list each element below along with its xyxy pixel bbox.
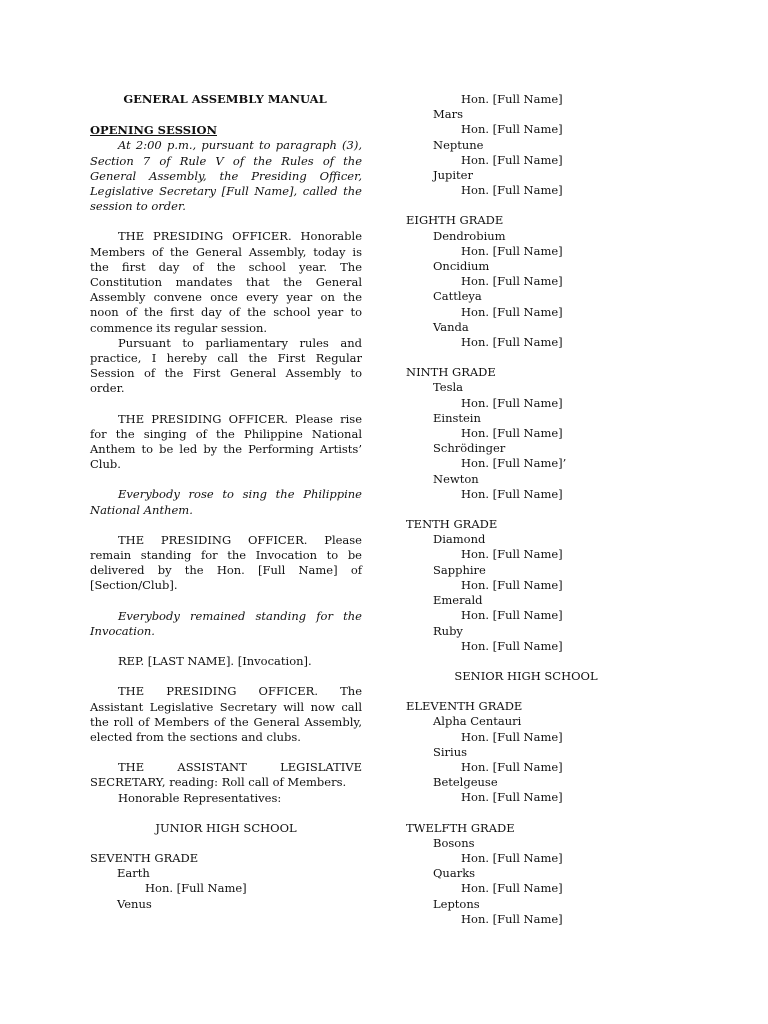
right-column xyxy=(406,92,646,927)
ninth-grade-heading: NINTH GRADE xyxy=(406,365,496,380)
section-venus: Venus xyxy=(117,896,152,911)
twelfth-grade-heading: TWELFTH GRADE xyxy=(406,820,515,835)
einstein-representative: Hon. [Full Name] xyxy=(461,426,563,441)
call-to-order-paragraph: Pursuant to parliamentary rules and practice, I hereby call the First Regular Session of the First General Assembly to order. xyxy=(90,335,362,396)
seventh-grade-heading: SEVENTH GRADE xyxy=(90,850,199,865)
sirius-representative: Hon. [Full Name] xyxy=(461,759,563,774)
cattleya-representative: Hon. [Full Name] xyxy=(461,304,563,319)
section-newton: Newton xyxy=(433,471,479,486)
mars-representative: Hon. [Full Name] xyxy=(461,122,563,137)
eighth-grade-heading: EIGHTH GRADE xyxy=(406,213,504,228)
anthem-paragraph: THE PRESIDING OFFICER. Please rise for the singing of the Philippine National Anthem to be led by the Performing Artists’ Club. xyxy=(90,411,362,472)
roll-call-reading: SECRETARY, reading: Roll call of Members. xyxy=(90,775,347,790)
venus-representative: Hon. [Full Name] xyxy=(461,92,563,106)
intro-paragraph: At 2:00 p.m., pursuant to paragraph (3), Section 7 of Rule V of the Rules of the General Assembly, the Presiding Officer, Legislative Secretary [Full Name], called the session to order. xyxy=(90,138,362,214)
invocation-line: REP. [LAST NAME]. [Invocation]. xyxy=(118,654,312,669)
section-diamond: Diamond xyxy=(433,532,486,547)
section-dendrobium: Dendrobium xyxy=(433,228,506,243)
dendrobium-representative: Hon. [Full Name] xyxy=(461,243,563,258)
section-alpha-centauri: Alpha Centauri xyxy=(433,714,522,729)
section-earth: Earth xyxy=(117,866,150,881)
section-tesla: Tesla xyxy=(433,380,464,395)
oncidium-representative: Hon. [Full Name] xyxy=(461,274,563,289)
diamond-representative: Hon. [Full Name] xyxy=(461,547,563,562)
senior-high-heading: SENIOR HIGH SCHOOL xyxy=(454,668,598,683)
newton-representative: Hon. [Full Name] xyxy=(461,486,563,501)
tesla-representative: Hon. [Full Name] xyxy=(461,395,563,410)
quarks-representative: Hon. [Full Name] xyxy=(461,881,563,896)
section-betelgeuse: Betelgeuse xyxy=(433,775,498,790)
jupiter-representative: Hon. [Full Name] xyxy=(461,183,563,198)
tenth-grade-heading: TENTH GRADE xyxy=(406,517,498,532)
presiding-officer-opening: THE PRESIDING OFFICER. Honorable Members of the General Assembly, today is the first day of the school year. The Constitution mandates that the General Assembly convene once every year on the noon of the first day of the school year to commence its regular session. xyxy=(90,229,362,335)
section-leptons: Leptons xyxy=(433,896,480,911)
ruby-representative: Hon. [Full Name] xyxy=(461,638,563,653)
section-oncidium: Oncidium xyxy=(433,259,490,274)
section-schrodinger: Schrödinger xyxy=(433,441,506,456)
eleventh-grade-heading: ELEVENTH GRADE xyxy=(406,699,523,714)
earth-representative: Hon. [Full Name] xyxy=(145,881,247,896)
section-neptune: Neptune xyxy=(433,137,484,152)
roll-call-paragraph: THE PRESIDING OFFICER. The Assistant Legislative Secretary will now call the roll of Members of the General Assembly, elected from the sections and clubs. xyxy=(90,684,362,744)
alpha-centauri-representative: Hon. [Full Name] xyxy=(461,729,563,744)
section-vanda: Vanda xyxy=(433,319,469,334)
betelgeuse-representative: Hon. [Full Name] xyxy=(461,790,563,805)
junior-high-heading: JUNIOR HIGH SCHOOL xyxy=(155,820,297,835)
left-column xyxy=(90,92,362,912)
section-cattleya: Cattleya xyxy=(433,289,482,304)
section-sirius: Sirius xyxy=(433,744,468,759)
bosons-representative: Hon. [Full Name] xyxy=(461,850,563,865)
section-quarks: Quarks xyxy=(433,866,476,881)
section-bosons: Bosons xyxy=(433,835,475,850)
section-ruby: Ruby xyxy=(433,623,463,638)
honorable-representatives: Honorable Representatives: xyxy=(118,790,282,805)
section-emerald: Emerald xyxy=(433,593,483,608)
section-jupiter: Jupiter xyxy=(433,168,473,183)
neptune-representative: Hon. [Full Name] xyxy=(461,152,563,167)
section-sapphire: Sapphire xyxy=(433,562,486,577)
anthem-note: Everybody rose to sing the Philippine National Anthem. xyxy=(90,487,362,517)
schrodinger-representative: Hon. [Full Name]’ xyxy=(461,456,567,471)
emerald-representative: Hon. [Full Name] xyxy=(461,608,563,623)
vanda-representative: Hon. [Full Name] xyxy=(461,335,563,350)
invocation-note: Everybody remained standing for the Invocation. xyxy=(90,608,362,638)
section-mars: Mars xyxy=(433,107,464,122)
leptons-representative: Hon. [Full Name] xyxy=(461,911,563,926)
invocation-paragraph: THE PRESIDING OFFICER. Please remain standing for the Invocation to be delivered by the Hon. [Full Name] of [Section/Club]. xyxy=(90,532,362,593)
document-title: GENERAL ASSEMBLY MANUAL xyxy=(123,92,327,106)
assistant-secretary-line: THE ASSISTANT LEGISLATIVE xyxy=(118,760,362,775)
section-einstein: Einstein xyxy=(433,410,481,425)
section-heading: OPENING SESSION xyxy=(90,123,217,138)
sapphire-representative: Hon. [Full Name] xyxy=(461,577,563,592)
